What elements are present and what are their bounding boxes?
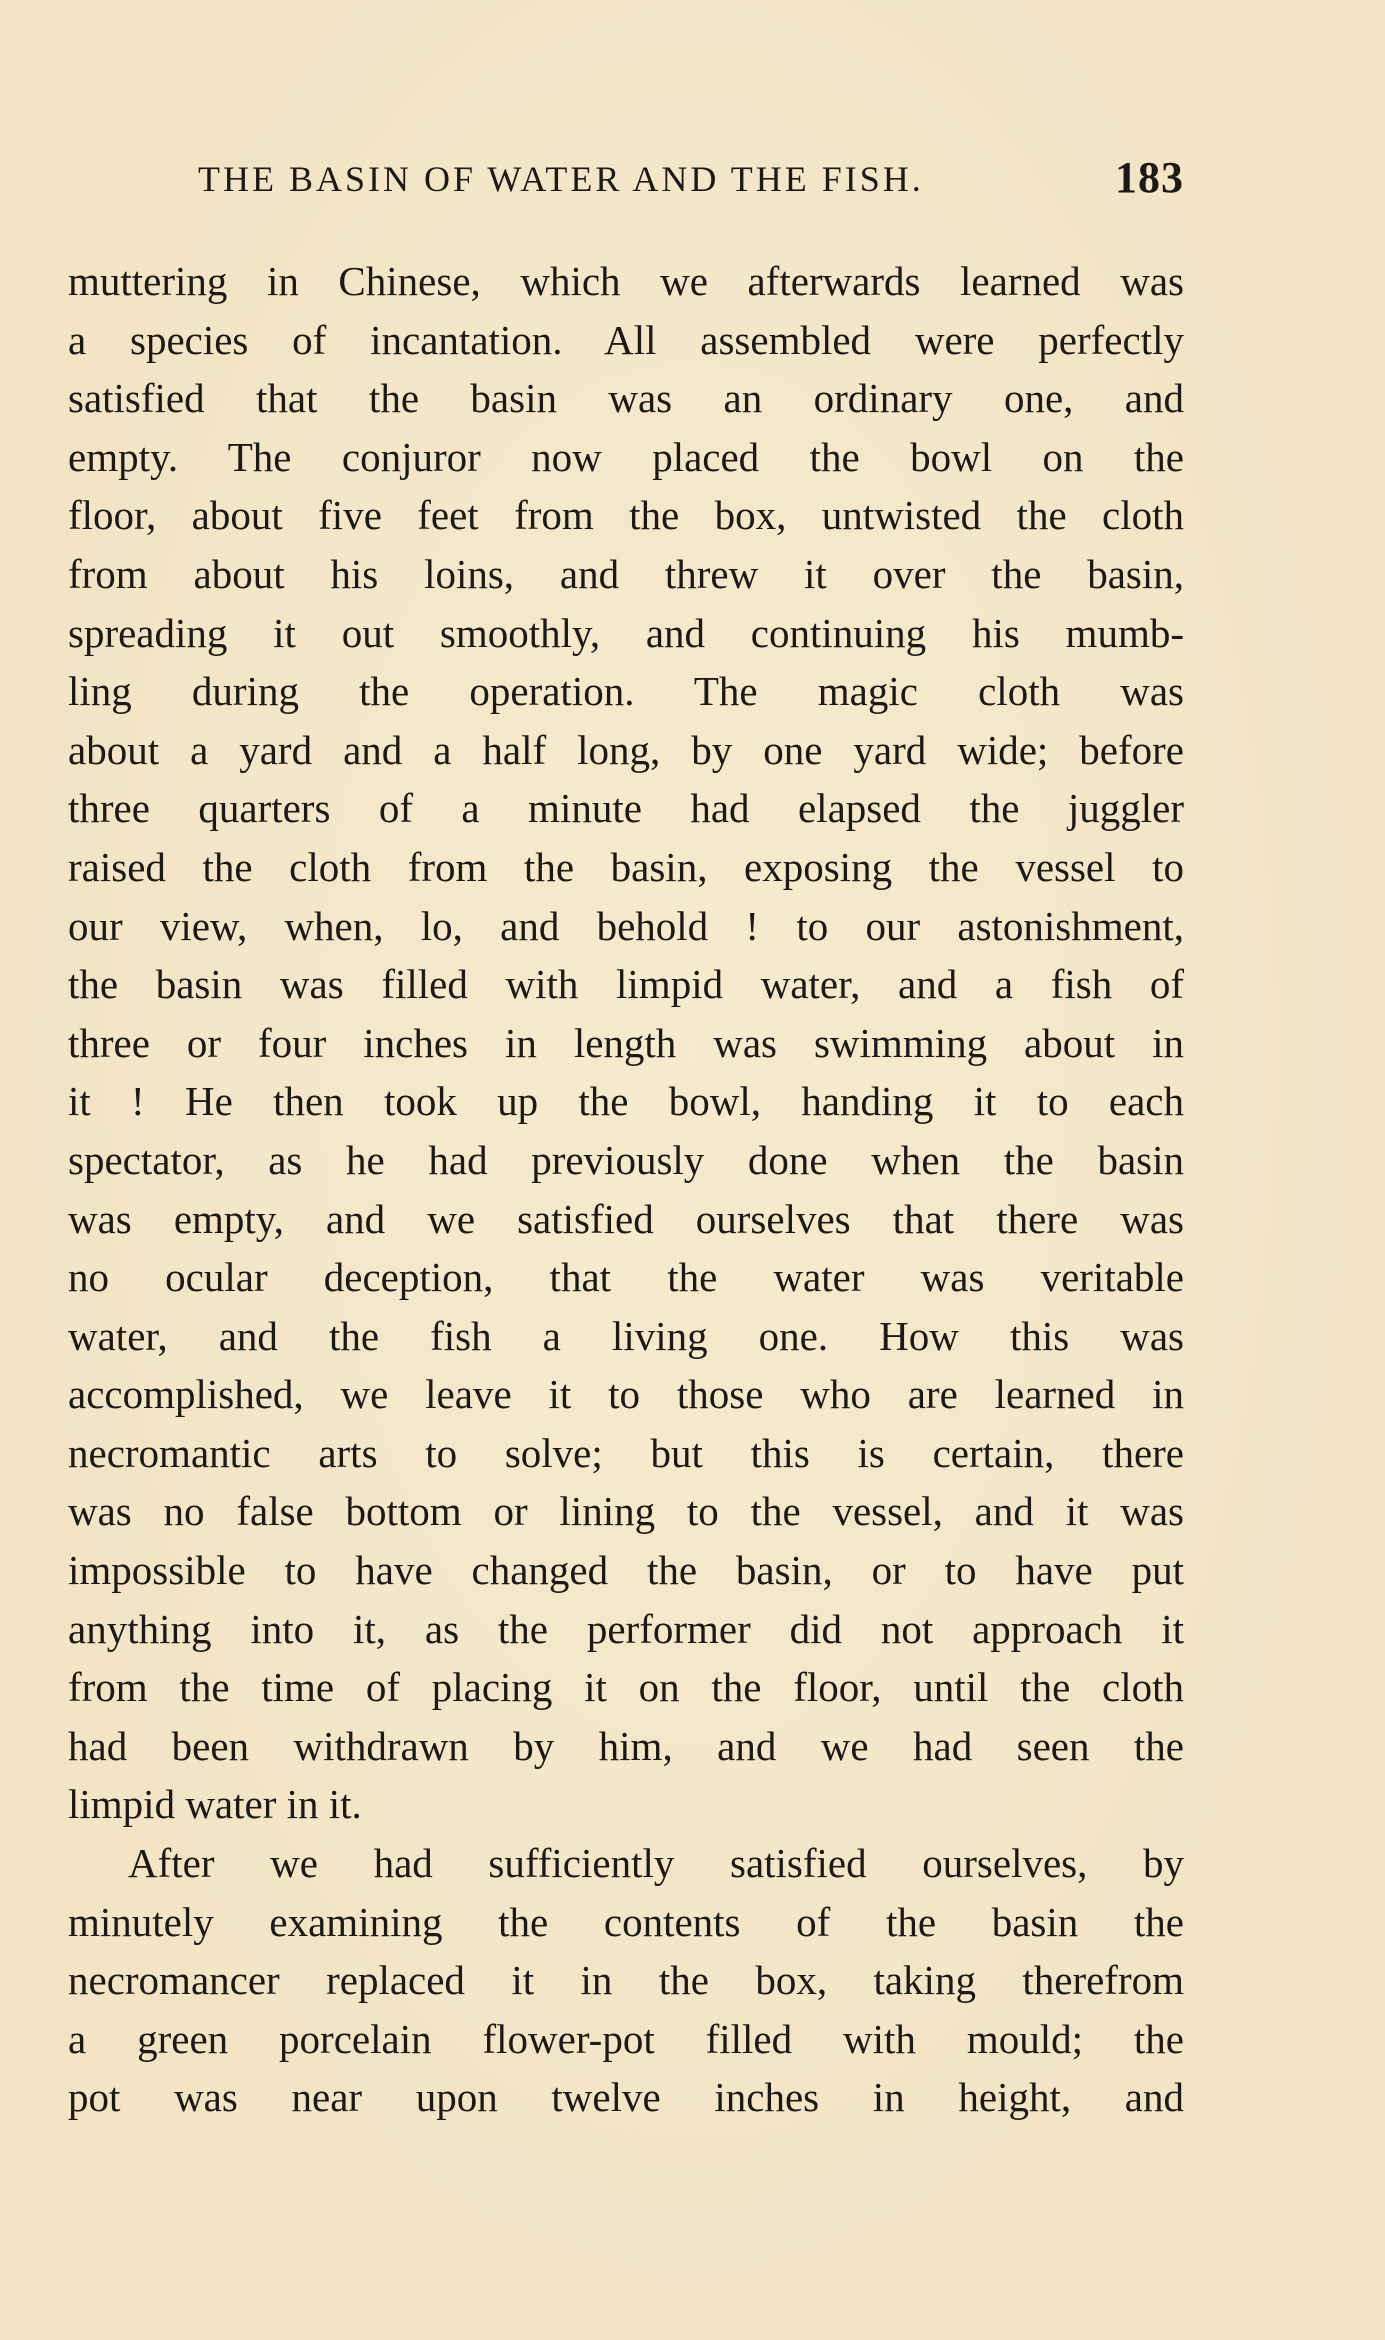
text-line: limpid water in it. [68, 1781, 362, 1828]
text-line: impossible to have changed the basin, or to have put [68, 1547, 1184, 1594]
text-line: had been withdrawn by him, and we had seen the [68, 1722, 1184, 1769]
page-number: 183 [1115, 153, 1184, 202]
page-header [68, 152, 1184, 212]
text-line: about a yard and a half long, by one yard wide; before [68, 726, 1184, 773]
text-line: pot was near upon twelve inches in height, and [68, 2074, 1184, 2121]
text-line: accomplished, we leave it to those who are learned in [68, 1371, 1184, 1418]
text-line: was empty, and we satisfied ourselves that there was [68, 1195, 1184, 1242]
text-line: our view, when, lo, and behold ! to our astonishment, [68, 902, 1184, 949]
body-text [68, 252, 1184, 2127]
text-line: raised the cloth from the basin, exposing the vessel to [68, 843, 1184, 890]
text-line: from about his loins, and threw it over the basin, [68, 550, 1184, 597]
text-line: it ! He then took up the bowl, handing it to each [68, 1078, 1184, 1125]
text-line: satisfied that the basin was an ordinary one, and [68, 375, 1184, 422]
text-line: necromancer replaced it in the box, taking therefrom [68, 1957, 1184, 2004]
text-line: floor, about five feet from the box, untwisted the cloth [68, 492, 1184, 539]
text-line: the basin was filled with limpid water, and a fish of [68, 961, 1184, 1008]
text-line: no ocular deception, that the water was veritable [68, 1254, 1184, 1301]
text-line: anything into it, as the performer did not approach it [68, 1605, 1184, 1652]
text-line: from the time of placing it on the floor, until the cloth [68, 1664, 1184, 1711]
text-line: was no false bottom or lining to the vessel, and it was [68, 1488, 1184, 1535]
text-line: spreading it out smoothly, and continuing his mumb- [68, 609, 1184, 656]
text-line: muttering in Chinese, which we afterwards learned was [68, 258, 1184, 304]
text-line: three quarters of a minute had elapsed the juggler [68, 785, 1184, 832]
text-line: water, and the fish a living one. How this was [68, 1312, 1184, 1359]
text-line: a species of incantation. All assembled were perfectly [68, 316, 1184, 363]
text-line: empty. The conjuror now placed the bowl on the [68, 433, 1184, 480]
text-line: a green porcelain flower-pot filled with mould; the [68, 2015, 1184, 2062]
text-line: ling during the operation. The magic cloth was [68, 668, 1184, 715]
running-head: THE BASIN OF WATER AND THE FISH. [198, 159, 924, 199]
text-line: minutely examining the contents of the basin the [68, 1898, 1184, 1945]
text-line: After we had sufficiently satisfied ourselves, by [128, 1840, 1184, 1887]
text-line: spectator, as he had previously done when the basin [68, 1136, 1184, 1183]
text-line: three or four inches in length was swimming about in [68, 1019, 1184, 1066]
text-line: necromantic arts to solve; but this is certain, there [68, 1429, 1184, 1476]
